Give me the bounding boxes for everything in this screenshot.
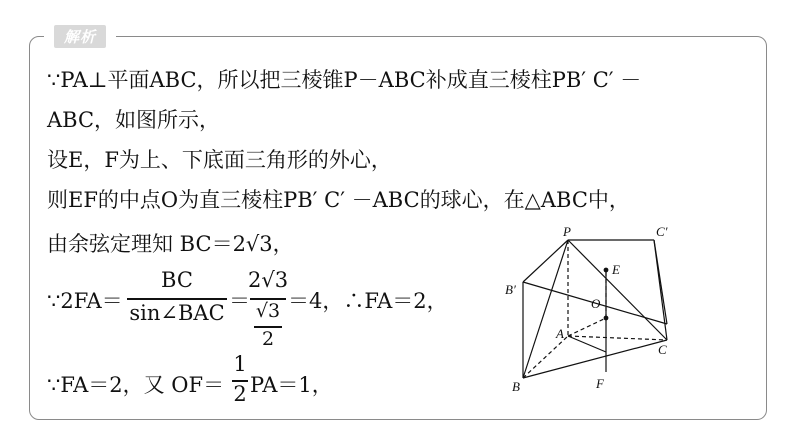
nested-fraction-numerator: √3	[255, 300, 281, 322]
analysis-label: 解析	[54, 25, 106, 48]
fraction-bc-over-sin	[125, 268, 229, 292]
prism-figure	[500, 220, 690, 400]
label-a: A	[556, 326, 564, 341]
label-b: B	[512, 379, 520, 394]
nested-fraction-denominator: 2	[261, 328, 275, 350]
label-c: C	[658, 342, 667, 357]
label-c-prime: C′	[656, 224, 668, 239]
analysis-tag	[44, 23, 116, 47]
fraction-one-half	[231, 352, 249, 376]
solution-line-6-suffix: ＝4，∴FA＝2，	[288, 289, 448, 313]
solution-line-1: ∵PA⊥平面ABC，所以把三棱锥P－ABC补成直三棱柱PB′ C′ －	[47, 68, 642, 92]
edge-p-c	[568, 240, 667, 340]
segment-a-o	[568, 318, 606, 336]
fraction-bar	[127, 298, 227, 300]
edge-b-c	[523, 340, 667, 378]
segment-a-f	[568, 336, 606, 352]
fraction-numerator: 1	[233, 352, 247, 376]
nested-fraction-numerator-box	[248, 300, 288, 322]
edge-a-c	[568, 336, 667, 340]
fraction-denominator: sin∠BAC	[129, 301, 225, 325]
label-e: E	[612, 262, 620, 277]
solution-line-7-prefix: ∵FA＝2，又 OF＝	[47, 373, 225, 397]
fraction-denominator-box	[231, 382, 249, 406]
nested-fraction-denominator-box	[248, 328, 288, 350]
fraction-2root3	[248, 268, 288, 292]
fraction-denominator: 2	[233, 382, 247, 406]
solution-line-2: ABC，如图所示，	[47, 108, 221, 132]
solution-line-6-prefix: ∵2FA＝	[47, 289, 123, 313]
fraction-numerator: BC	[161, 268, 193, 292]
edge-cprime-c2	[654, 240, 667, 340]
equals-sign: ＝	[229, 289, 250, 313]
point-o	[604, 316, 609, 321]
fraction-numerator: 2√3	[248, 268, 289, 292]
solution-line-5: 由余弦定理知 BC＝2√3，	[47, 232, 294, 256]
solution-line-7-suffix: PA＝1，	[250, 373, 333, 397]
solution-line-4: 则EF的中点O为直三棱柱PB′ C′ －ABC的球心，在△ABC中，	[47, 188, 630, 212]
solution-line-3: 设E，F为上、下底面三角形的外心，	[47, 148, 392, 172]
fraction-denominator-box	[125, 301, 229, 325]
point-e	[604, 268, 609, 273]
label-p: P	[563, 224, 571, 239]
label-f: F	[596, 376, 604, 391]
label-o: O	[591, 296, 601, 311]
label-b-prime: B′	[505, 282, 516, 297]
